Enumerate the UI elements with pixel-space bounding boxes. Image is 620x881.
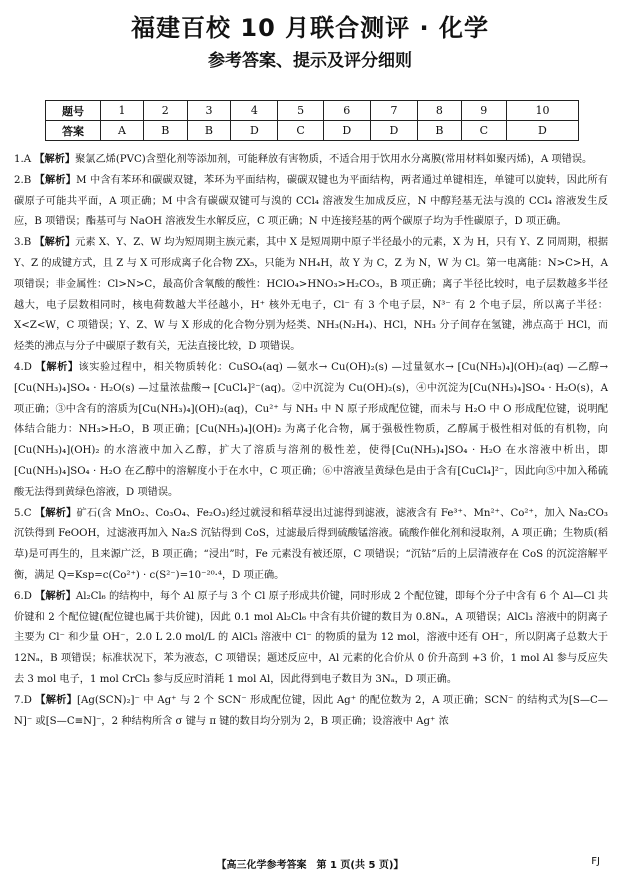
item-tag: 【解析】 [35,590,76,602]
answer-cell: C [461,121,506,141]
question-number: 6 [323,101,370,121]
item-text: 该实验过程中，相关物质转化：CuSO₄(aq) —氨水→ Cu(OH)₂(s) —过量氨水→ [Cu(NH₃)₄](OH)₂(aq) —乙醇→ [Cu(NH₃)₄]SO₄ · H₂O(s) —过量浓盐酸→ [CuCl₄]²⁻(aq)。②中沉淀为 Cu(OH)₂(s)，④中沉淀为[Cu(NH₃)₄]SO₄ · H₂O(s)，A 项正确；③中含有的溶质为[Cu(NH₃)₄](OH)₂(aq)，Cu²⁺ 与 NH₃ 中 N 原子形成配位键，而未与 H₂O 中 O 形成配位键，说明配体结合能力：NH₃>H₂O，B 项正确；[Cu(NH₃)₄](OH)₂ 为离子化合物，属于强极性物质，乙醇属于极性相对低的有机物，向[Cu(NH₃)₄](OH)₂ 的水溶液中加入乙醇，扩大了溶质与溶剂的极性差，使得[Cu(NH₃)₄]SO₄ · H₂O 在水溶液中析出，即[Cu(NH₃)₄]SO₄ · H₂O 在乙醇中的溶解度小于在水中，C 项正确；⑥中溶液呈黄绿色是由于含有[CuCl₄]²⁻，因此向⑤中加入稀硫酸无法得到黄绿色溶液，D 项错误。 [14,361,609,498]
question-number: 3 [187,101,231,121]
item-number: 4.D [14,361,32,373]
solution-item [14,358,608,504]
solution-item [14,150,608,171]
answer-cell: C [278,121,323,141]
answer-cell: D [231,121,278,141]
question-number: 9 [461,101,506,121]
answer-cell: B [187,121,231,141]
answer-cell: B [418,121,462,141]
item-number: 1.A [14,154,32,165]
solution-item [14,171,608,233]
item-text: [Ag(SCN)₂]⁻ 中 Ag⁺ 与 2 个 SCN⁻ 形成配位键，因此 Ag⁺ 的配位数为 2，A 项正确；SCN⁻ 的结构式为[S—C—N]⁻ 或[S—C≡N]⁻，2 种结构所含 σ 键与 π 键的数目均分别为 2，B 项正确；设溶液中 Ag⁺ 浓 [14,694,608,727]
item-number: 7.D [14,694,32,706]
question-number: 1 [101,101,144,121]
footer-code: FJ [591,856,600,867]
question-number: 5 [278,101,323,121]
item-text: M 中含有苯环和碳碳双键，苯环为平面结构，碳碳双键也为平面结构，两者通过单键相连，单键可以旋转，因此所有碳原子可能共平面，A 项正确；M 中含有碳碳双键可与溴的 CCl₄ 溶液发生加成反应，N 中醇羟基无法与溴的 CCl₄ 溶液发生反应，B 项错误；酯基可与 NaOH 溶液发生水解反应，C 项正确；N 中连接羟基的两个碳原子均为手性碳原子，D 项正确。 [14,174,608,228]
item-tag: 【解析】 [34,174,77,186]
answer-cell: D [323,121,370,141]
item-number: 3.B [14,237,32,249]
item-text: 元素 X、Y、Z、W 均为短周期主族元素，其中 X 是短周期中原子半径最小的元素，X 为 H，只有 Y、Z 同周期，根据 Y、Z 的成键方式，且 Z 与 X 可形成离子化合物 ZX₅，只能为 NH₄H，故 Y 为 C，Z 为 N，W 为 Cl。第一电离能：N>C>H，A 项错误；非金属性：Cl>N>C，最高价含氧酸的酸性：HClO₄>HNO₃>H₂CO₃，B 项正确；离子半径比较时，电子层数越多半径越大，电子层数相同时，核电荷数越大半径越小，H⁺ 核外无电子，Cl⁻ 有 3 个电子层，N³⁻ 有 2 个电子层，所以离子半径：X<Z<W，C 项错误；Y、Z、W 与 X 形成的化合物分别为烃类、NH₃(N₂H₄)、HCl，NH₃ 分子间存在氢键，沸点高于 HCl，而烃类的沸点与分子中碳原子数有关，无法直接比较，D 项错误。 [14,237,609,353]
answer-cell: B [143,121,187,141]
question-number: 2 [143,101,187,121]
item-text: 矿石(含 MnO₂、Co₃O₄、Fe₂O₃)经过就浸和稻草浸出过滤得到滤液，滤液含有 Fe³⁺、Mn²⁺、Co²⁺，加入 Na₂CO₃ 沉铁得到 FeOOH，过滤液再加入 Na₂S 沉钴得到 CoS，过滤最后得到硫酸锰溶液。硫酸作催化剂和浸取剂，A 项正确；生物质(稻草)是可再生的，且来源广泛，B 项正确；“浸出”时，Fe 元素没有被还原，C 项错误；“沉钴”后的上层清液存在 CoS 的沉淀溶解平衡，满足 Q=Ksp=c(Co²⁺) · c(S²⁻)=10⁻²⁰·⁴，D 项正确。 [14,507,608,581]
item-tag: 【解析】 [35,694,77,706]
item-tag: 【解析】 [34,154,76,165]
item-tag: 【解析】 [34,237,76,249]
answer-table-number-row [46,101,579,121]
question-number: 4 [231,101,278,121]
answer-cell: D [370,121,417,141]
item-number: 5.C [14,507,32,519]
item-text: Al₂Cl₆ 的结构中，每个 Al 原子与 3 个 Cl 原子形成共价键，同时形成 2 个配位键，即每个分子中含有 6 个 Al—Cl 共价键和 2 个配位键(配位键也属于共价键)，因此 0.1 mol Al₂Cl₆ 中含有共价键的数目为 0.8Nₐ，A 项错误；AlCl₃ 溶液中的阴离子主要为 Cl⁻ 和少量 OH⁻，2.0 L 2.0 mol/L 的 AlCl₃ 溶液中 Cl⁻ 的物质的量为 12 mol，溶液中还有 OH⁻，所以阴离子总数大于 12Nₐ，B 项错误；标准状况下，苯为液态，C 项错误；题述反应中，Al 元素的化合价从 0 价升高到 +3 价，1 mol Al 参与反应失去 3 mol 电子，1 mol CrCl₃ 参与反应时消耗 1 mol Al，因此得到电子数目为 3Nₐ，D 项正确。 [14,590,609,685]
question-number: 10 [506,101,578,121]
answer-cell: A [101,121,144,141]
question-number: 7 [370,101,417,121]
answer-table [45,100,579,141]
answer-table-answer-row [46,121,579,141]
item-tag: 【解析】 [34,507,77,519]
item-number: 2.B [14,174,32,186]
item-number: 6.D [14,590,32,602]
item-text: 聚氯乙烯(PVC)含塑化剂等添加剂，可能释放有害物质，不适合用于饮用水分离膜(常用材料如聚丙烯)，A 项错误。 [75,154,593,165]
solution-item [14,504,608,587]
row-label-answer: 答案 [46,121,101,141]
answer-cell: D [506,121,578,141]
solution-item [14,233,608,358]
question-number: 8 [418,101,462,121]
row-label-number: 题号 [46,101,101,121]
solutions [14,150,608,732]
page-footer: 【高三化学参考答案 第 1 页(共 5 页)】 [216,860,404,871]
item-tag: 【解析】 [35,361,79,373]
page-subtitle: 参考答案、提示及评分细则 [208,51,412,71]
solution-item [14,691,608,733]
solution-item [14,587,608,691]
page-title: 福建百校 10 月联合测评 · 化学 [131,14,489,42]
